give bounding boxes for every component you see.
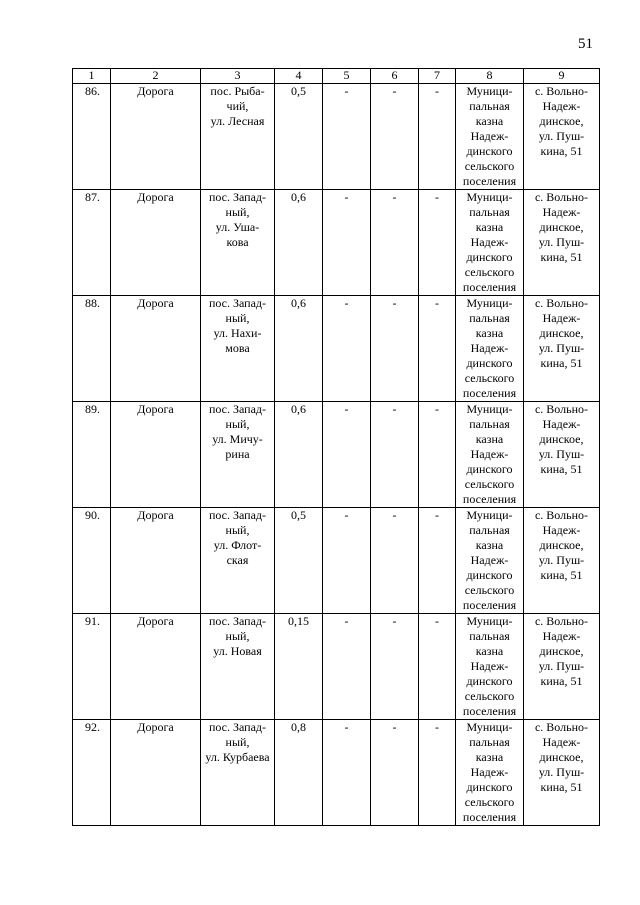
table-row <box>73 720 600 826</box>
table-row <box>73 296 600 402</box>
col-object-cell: Дорога <box>111 614 201 720</box>
col-length-cell: 0,8 <box>275 720 323 826</box>
col-7-cell: - <box>419 508 456 614</box>
col-holder-address-cell: с. Вольно- Надеж- динское, ул. Пуш- кина, 51 <box>524 508 600 614</box>
col-length-cell: 0,5 <box>275 84 323 190</box>
col-owner-cell: Муници- пальная казна Надеж- динского сельского поселения <box>456 402 524 508</box>
col-6-cell: - <box>371 190 419 296</box>
col-address-cell: пос. Рыба- чий, ул. Лесная <box>201 84 275 190</box>
col-address-cell: пос. Запад- ный, ул. Мичу- рина <box>201 402 275 508</box>
col-5-cell: - <box>323 296 371 402</box>
table-row <box>73 402 600 508</box>
col-length-cell: 0,6 <box>275 402 323 508</box>
header-cell-5: 5 <box>323 69 371 84</box>
col-holder-address-cell: с. Вольно- Надеж- динское, ул. Пуш- кина, 51 <box>524 720 600 826</box>
col-owner-cell: Муници- пальная казна Надеж- динского сельского поселения <box>456 296 524 402</box>
col-6-cell: - <box>371 296 419 402</box>
table-row <box>73 614 600 720</box>
col-num-cell: 88. <box>73 296 111 402</box>
col-address-cell: пос. Запад- ный, ул. Новая <box>201 614 275 720</box>
col-holder-address-cell: с. Вольно- Надеж- динское, ул. Пуш- кина, 51 <box>524 402 600 508</box>
header-cell-1: 1 <box>73 69 111 84</box>
col-length-cell: 0,6 <box>275 296 323 402</box>
col-num-cell: 89. <box>73 402 111 508</box>
table-body <box>73 84 600 826</box>
col-owner-cell: Муници- пальная казна Надеж- динского сельского поселения <box>456 84 524 190</box>
col-5-cell: - <box>323 508 371 614</box>
col-5-cell: - <box>323 720 371 826</box>
col-5-cell: - <box>323 190 371 296</box>
table-row <box>73 84 600 190</box>
col-holder-address-cell: с. Вольно- Надеж- динское, ул. Пуш- кина, 51 <box>524 614 600 720</box>
header-cell-7: 7 <box>419 69 456 84</box>
col-num-cell: 86. <box>73 84 111 190</box>
col-7-cell: - <box>419 402 456 508</box>
header-cell-3: 3 <box>201 69 275 84</box>
col-length-cell: 0,5 <box>275 508 323 614</box>
header-cell-4: 4 <box>275 69 323 84</box>
table-row <box>73 190 600 296</box>
col-object-cell: Дорога <box>111 296 201 402</box>
col-5-cell: - <box>323 614 371 720</box>
col-owner-cell: Муници- пальная казна Надеж- динского сельского поселения <box>456 190 524 296</box>
col-6-cell: - <box>371 402 419 508</box>
col-holder-address-cell: с. Вольно- Надеж- динское, ул. Пуш- кина, 51 <box>524 190 600 296</box>
header-cell-8: 8 <box>456 69 524 84</box>
col-7-cell: - <box>419 296 456 402</box>
col-7-cell: - <box>419 84 456 190</box>
col-7-cell: - <box>419 720 456 826</box>
col-owner-cell: Муници- пальная казна Надеж- динского сельского поселения <box>456 614 524 720</box>
col-num-cell: 87. <box>73 190 111 296</box>
col-length-cell: 0,6 <box>275 190 323 296</box>
header-cell-6: 6 <box>371 69 419 84</box>
col-5-cell: - <box>323 84 371 190</box>
header-cell-2: 2 <box>111 69 201 84</box>
col-owner-cell: Муници- пальная казна Надеж- динского сельского поселения <box>456 508 524 614</box>
col-owner-cell: Муници- пальная казна Надеж- динского сельского поселения <box>456 720 524 826</box>
col-6-cell: - <box>371 614 419 720</box>
table-header <box>73 69 600 84</box>
col-6-cell: - <box>371 84 419 190</box>
col-object-cell: Дорога <box>111 720 201 826</box>
col-num-cell: 91. <box>73 614 111 720</box>
col-address-cell: пос. Запад- ный, ул. Курбаева <box>201 720 275 826</box>
col-5-cell: - <box>323 402 371 508</box>
property-registry-table <box>72 68 600 826</box>
col-holder-address-cell: с. Вольно- Надеж- динское, ул. Пуш- кина, 51 <box>524 296 600 402</box>
col-object-cell: Дорога <box>111 190 201 296</box>
header-cell-9: 9 <box>524 69 600 84</box>
col-6-cell: - <box>371 508 419 614</box>
col-num-cell: 90. <box>73 508 111 614</box>
page-number: 51 <box>578 36 593 52</box>
table-row <box>73 508 600 614</box>
col-object-cell: Дорога <box>111 402 201 508</box>
header-row <box>73 69 600 84</box>
col-7-cell: - <box>419 190 456 296</box>
col-address-cell: пос. Запад- ный, ул. Нахи- мова <box>201 296 275 402</box>
col-6-cell: - <box>371 720 419 826</box>
col-object-cell: Дорога <box>111 508 201 614</box>
col-7-cell: - <box>419 614 456 720</box>
col-address-cell: пос. Запад- ный, ул. Уша- кова <box>201 190 275 296</box>
col-object-cell: Дорога <box>111 84 201 190</box>
col-num-cell: 92. <box>73 720 111 826</box>
col-length-cell: 0,15 <box>275 614 323 720</box>
col-address-cell: пос. Запад- ный, ул. Флот- ская <box>201 508 275 614</box>
col-holder-address-cell: с. Вольно- Надеж- динское, ул. Пуш- кина, 51 <box>524 84 600 190</box>
